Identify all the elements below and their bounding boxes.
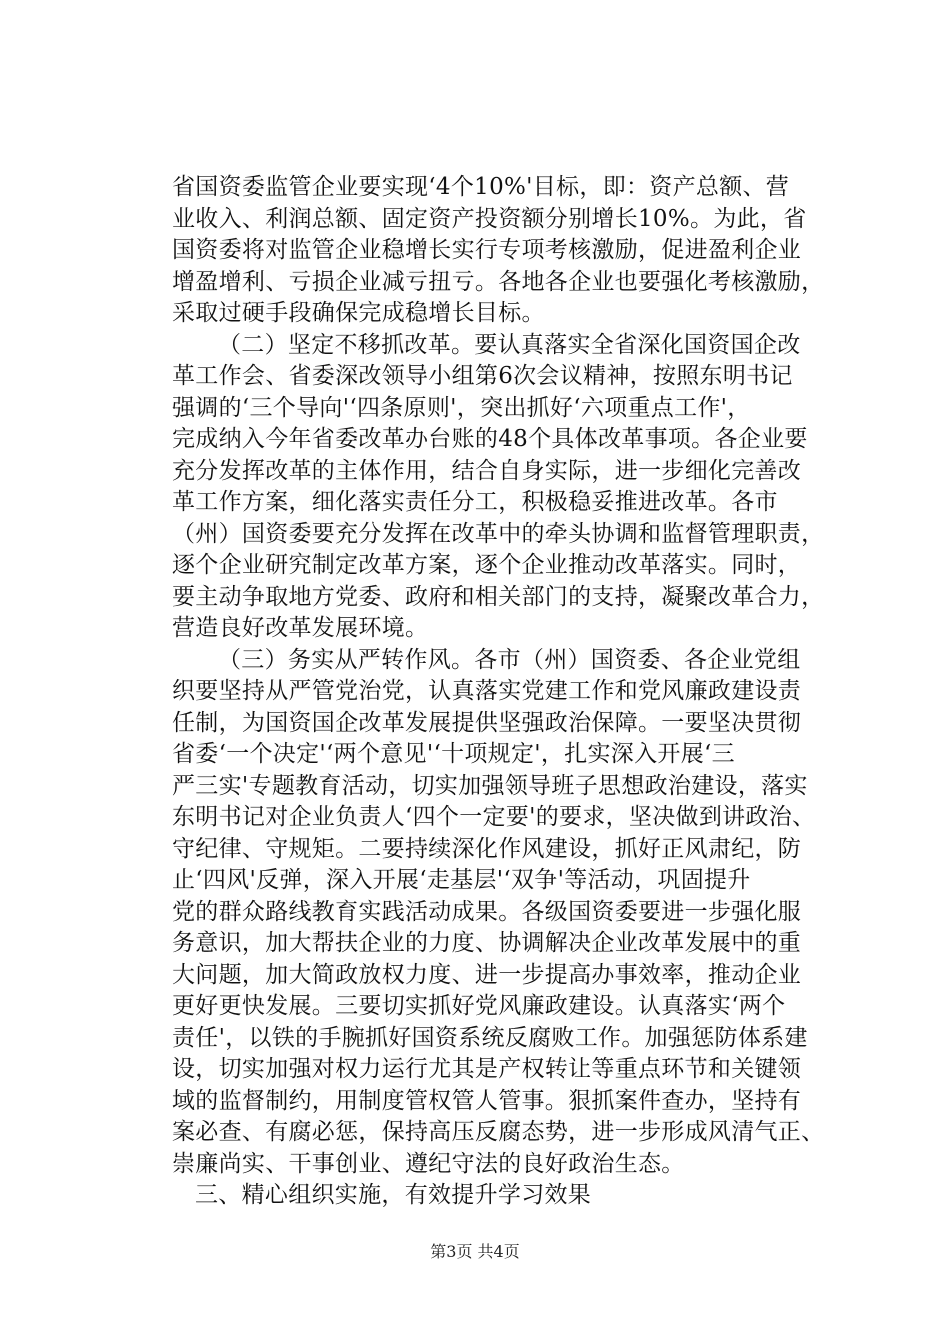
text-line: 采取过硬手段确保完成稳增长目标。: [172, 300, 545, 326]
page-number-footer: 第3页 共4页: [430, 1242, 520, 1261]
text-line: 更好更快发展。三要切实抓好党风廉政建设。认真落实‘两个: [172, 993, 786, 1019]
text-line: 责任'，以铁的手腕抓好国资系统反腐败工作。加强惩防体系建: [172, 1024, 808, 1051]
text-line: 增盈增利、亏损企业减亏扭亏。各地各企业也要强化考核激励，: [172, 268, 825, 295]
text-line: 止‘四风'反弹，深入开展‘走基层'‘双争'等活动，巩固提升: [172, 867, 751, 893]
section-heading: 三、精心组织实施，有效提升学习效果: [195, 1182, 592, 1208]
text-line: 充分发挥改革的主体作用，结合自身实际，进一步细化完善改: [172, 457, 802, 484]
text-line: 严三实'专题教育活动，切实加强领导班子思想政治建设，落实: [172, 772, 808, 799]
text-line: 国资委将对监管企业稳增长实行专项考核激励，促进盈利企业: [172, 237, 802, 263]
text-line: 营造良好改革发展环境。: [172, 615, 429, 641]
text-line: 设，切实加强对权力运行尤其是产权转让等重点环节和关键领: [172, 1056, 802, 1082]
text-line: 逐个企业研究制定改革方案，逐个企业推动改革落实。同时，: [172, 552, 802, 578]
paragraph-heading-2: （二）坚定不移抓改革。要认真落实全省深化国资国企改: [218, 331, 801, 358]
text-line: 革工作方案，细化落实责任分工，积极稳妥推进改革。各市: [172, 489, 778, 515]
text-line: 完成纳入今年省委改革办台账的48个具体改革事项。各企业要: [172, 426, 808, 452]
text-line: 省国资委监管企业要实现‘4个10%'目标，即：资产总额、营: [172, 174, 790, 200]
text-line: （州）国资委要充分发挥在改革中的牵头协调和监督管理职责，: [172, 520, 825, 547]
text-line: 织要坚持从严管党治党，认真落实党建工作和党风廉政建设责: [172, 678, 802, 704]
text-line: 要主动争取地方党委、政府和相关部门的支持，凝聚改革合力，: [172, 583, 825, 610]
text-line: 务意识，加大帮扶企业的力度、协调解决企业改革发展中的重: [172, 930, 802, 956]
text-line: 革工作会、省委深改领导小组第6次会议精神，按照东明书记: [172, 363, 793, 389]
text-line: 业收入、利润总额、固定资产投资额分别增长10%。为此，省: [172, 205, 807, 232]
text-line: 域的监督制约，用制度管权管人管事。狠抓案件查办，坚持有: [172, 1087, 802, 1114]
text-line: 强调的‘三个导向'‘四条原则'，突出抓好‘六项重点工作'，: [172, 394, 751, 421]
body-text: [172, 172, 860, 1212]
text-line: 守纪律、守规矩。二要持续深化作风建设，抓好正风肃纪，防: [172, 835, 802, 862]
paragraph-heading-3: （三）务实从严转作风。各市（州）国资委、各企业党组: [218, 646, 801, 673]
text-line: 东明书记对企业负责人‘四个一定要'的要求，坚决做到讲政治、: [172, 804, 816, 830]
text-line: 崇廉尚实、干事创业、遵纪守法的良好政治生态。: [172, 1150, 685, 1177]
text-line: 任制，为国资国企改革发展提供坚强政治保障。一要坚决贯彻: [172, 709, 802, 736]
text-line: 省委‘一个决定'‘两个意见'‘十项规定'，扎实深入开展‘三: [172, 741, 735, 767]
text-line: 大问题，加大简政放权力度、进一步提高办事效率，推动企业: [172, 961, 802, 988]
text-line: 党的群众路线教育实践活动成果。各级国资委要进一步强化服: [172, 898, 802, 925]
text-line: 案必查、有腐必惩，保持高压反腐态势，进一步形成风清气正、: [172, 1119, 825, 1145]
